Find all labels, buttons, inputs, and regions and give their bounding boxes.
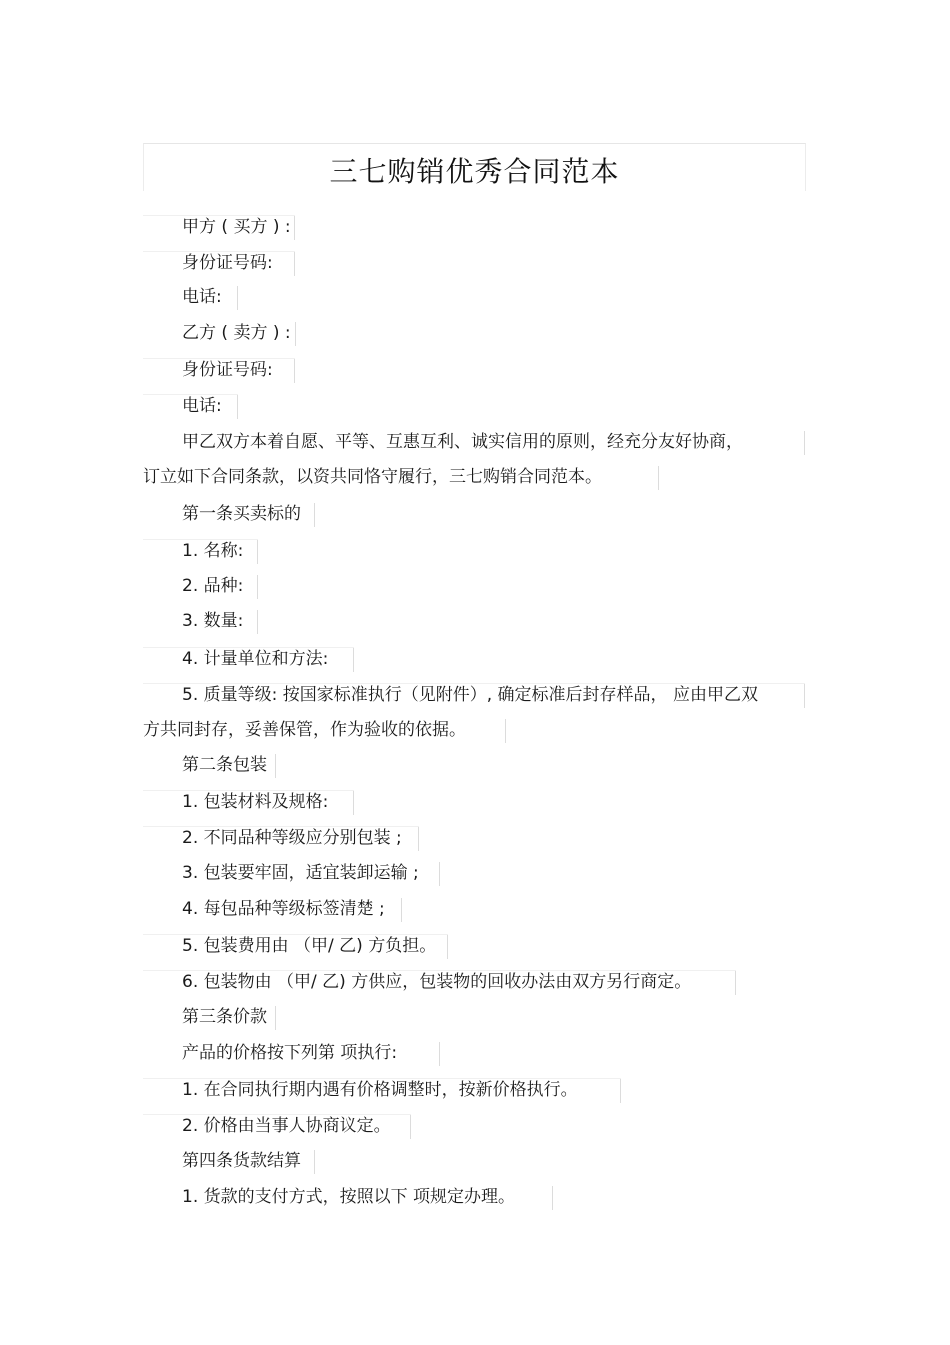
line-text: 1. 名称: <box>182 541 244 561</box>
line-marker <box>294 216 295 240</box>
line-text: 甲方 ( 买方 ) : <box>182 217 291 237</box>
line-pack-separate <box>143 826 419 850</box>
line-marker <box>658 466 659 490</box>
line-marker <box>275 1006 276 1030</box>
line-pack-supply <box>143 970 736 994</box>
line-marker <box>353 648 354 672</box>
line-pack-label <box>182 898 402 922</box>
line-text: 2. 价格由当事人协商议定。 <box>182 1116 391 1136</box>
line-text: 第一条买卖标的 <box>182 504 301 524</box>
line-marker <box>552 1186 553 1210</box>
line-marker <box>804 431 805 455</box>
article-2-heading <box>182 754 276 778</box>
line-marker <box>353 791 354 815</box>
line-pack-sturdy <box>182 862 440 886</box>
line-party-b <box>182 322 296 346</box>
line-text: 3. 包装要牢固，适宜装卸运输 ; <box>182 863 419 883</box>
line-text: 4. 计量单位和方法: <box>182 649 329 669</box>
line-party-a-phone <box>182 286 238 310</box>
line-pack-material <box>143 790 354 814</box>
line-text: 乙方 ( 卖方 ) : <box>182 323 291 343</box>
line-item-quality-2 <box>143 719 506 743</box>
line-preamble-2 <box>143 466 659 490</box>
line-party-a-id <box>143 251 295 275</box>
line-party-b-phone <box>143 394 238 418</box>
line-text: 2. 品种: <box>182 576 244 596</box>
line-price-negotiate <box>143 1114 411 1138</box>
line-text: 甲乙双方本着自愿、平等、互惠互利、诚实信用的原则，经充分友好协商， <box>182 432 743 452</box>
line-marker <box>439 1042 440 1066</box>
article-1-heading <box>182 503 315 527</box>
line-marker <box>735 971 736 995</box>
line-text: 1. 包装材料及规格: <box>182 792 329 812</box>
article-4-heading <box>182 1150 315 1174</box>
line-text: 产品的价格按下列第 项执行: <box>182 1043 398 1063</box>
line-marker <box>294 359 295 383</box>
line-text: 第三条价款 <box>182 1007 267 1027</box>
line-text: 电话: <box>182 396 222 416</box>
line-text: 身份证号码: <box>182 253 273 273</box>
line-marker <box>257 575 258 599</box>
line-marker <box>620 1079 621 1103</box>
line-marker <box>401 898 402 922</box>
line-text: 订立如下合同条款，以资共同恪守履行，三七购销合同范本。 <box>143 467 602 487</box>
line-marker <box>237 286 238 310</box>
line-item-quality-1 <box>143 683 805 707</box>
line-marker <box>275 754 276 778</box>
line-marker <box>257 540 258 564</box>
line-item-unit <box>143 647 354 671</box>
article-3-heading <box>182 1006 276 1030</box>
line-marker <box>314 1150 315 1174</box>
line-text: 5. 质量等级: 按国家标准执行（见附件）, 确定标准后封存样品， 应由甲乙双 <box>182 685 758 705</box>
line-party-a <box>143 215 295 239</box>
line-text: 第四条货款结算 <box>182 1151 301 1171</box>
line-marker <box>237 395 238 419</box>
line-marker <box>257 610 258 634</box>
line-marker <box>505 719 506 743</box>
line-marker <box>314 503 315 527</box>
line-price-adjust <box>143 1078 621 1102</box>
line-text: 4. 每包品种等级标签清楚 ; <box>182 899 385 919</box>
line-price-rule <box>182 1042 440 1066</box>
line-marker <box>294 252 295 276</box>
document-title: 三七购销优秀合同范本 <box>329 155 620 188</box>
line-marker <box>439 862 440 886</box>
line-text: 第二条包装 <box>182 755 267 775</box>
title-box <box>143 143 806 191</box>
line-text: 方共同封存，妥善保管，作为验收的依据。 <box>143 720 466 740</box>
line-text: 2. 不同品种等级应分别包装 ; <box>182 828 402 848</box>
line-marker <box>447 935 448 959</box>
line-item-name <box>143 539 258 563</box>
line-party-b-id <box>143 358 295 382</box>
line-text: 6. 包装物由 （甲/ 乙) 方供应，包装物的回收办法由双方另行商定。 <box>182 972 692 992</box>
line-preamble-1 <box>182 431 805 455</box>
line-pack-cost <box>143 934 448 958</box>
line-text: 1. 在合同执行期内遇有价格调整时，按新价格执行。 <box>182 1080 578 1100</box>
line-marker <box>804 684 805 708</box>
line-text: 5. 包装费用由 （甲/ 乙) 方负担。 <box>182 936 437 956</box>
line-text: 电话: <box>182 287 222 307</box>
line-marker <box>418 827 419 851</box>
line-item-variety <box>182 575 258 599</box>
line-text: 1. 货款的支付方式，按照以下 项规定办理。 <box>182 1187 516 1207</box>
line-marker <box>295 322 296 346</box>
line-payment-method <box>182 1186 553 1210</box>
line-text: 3. 数量: <box>182 611 244 631</box>
line-marker <box>410 1115 411 1139</box>
line-item-quantity <box>182 610 258 634</box>
line-text: 身份证号码: <box>182 360 273 380</box>
